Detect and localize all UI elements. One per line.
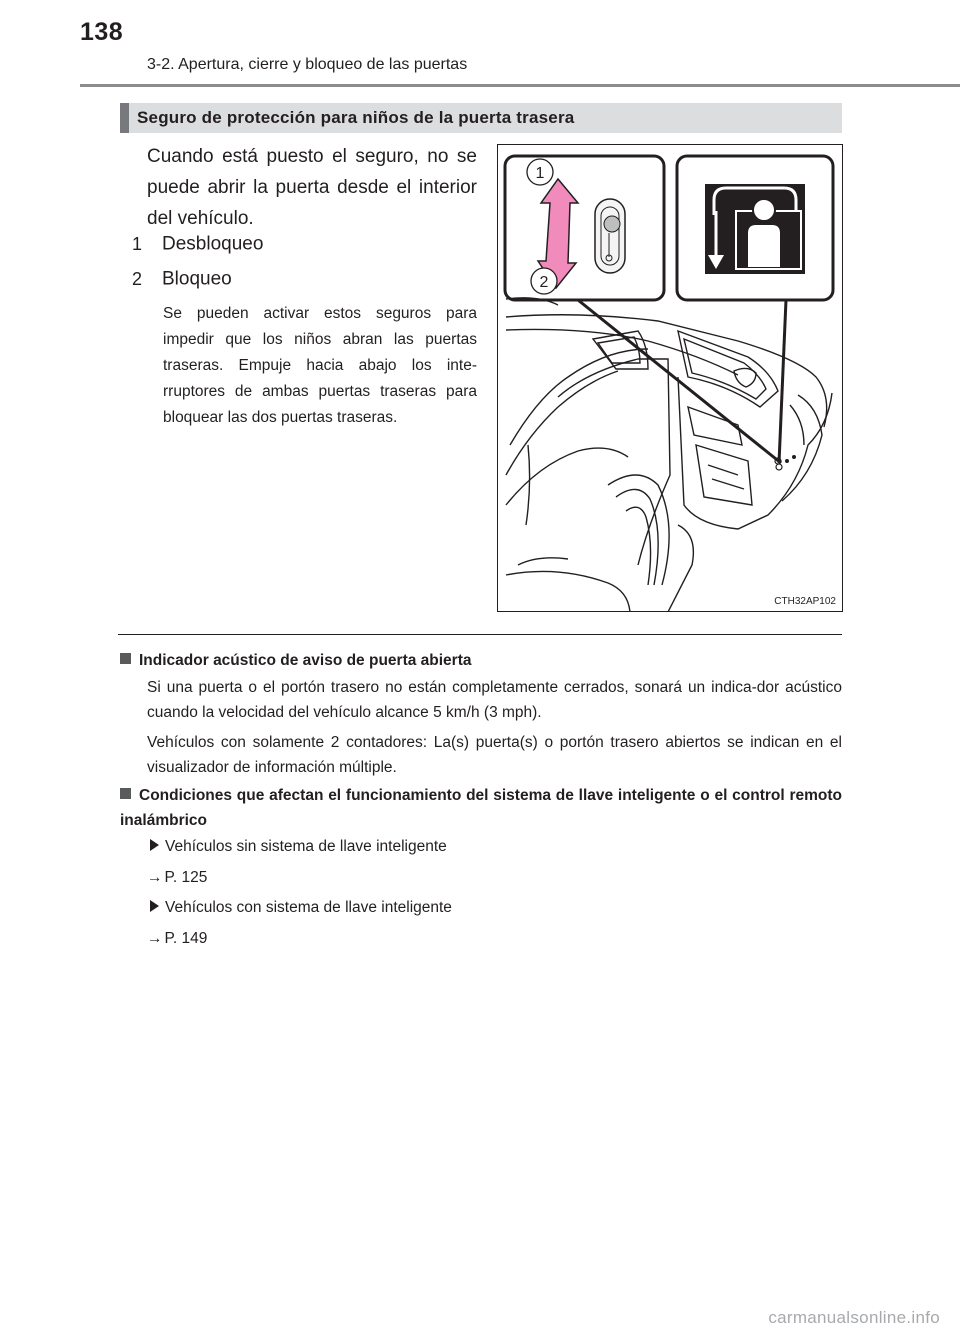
section-heading-bar <box>120 103 842 133</box>
arrow-right-icon: → <box>147 869 163 886</box>
callout-2-label: 2 <box>539 274 549 291</box>
section-heading-marker <box>120 103 129 133</box>
watermark: carmanualsonline.info <box>768 1308 940 1327</box>
list-item-with-smart-key <box>147 895 452 920</box>
section-title: Seguro de protección para niños de la puerta trasera <box>137 108 575 127</box>
car-rear-door-illustration <box>498 145 843 612</box>
step-label: Desbloqueo <box>162 233 264 255</box>
list-item-label: Vehículos con sistema de llave inteligente <box>165 899 452 916</box>
triangle-bullet-icon <box>150 839 159 851</box>
step-label: Bloqueo <box>162 268 232 290</box>
triangle-bullet-icon <box>150 900 159 912</box>
paragraph-buzzer: Si una puerta o el portón trasero no están completamente cerrados, sonará un indica-dor acústico cuando la velocidad del vehículo alcance 5 km/h (3 mph). <box>147 679 842 721</box>
page-reference-125[interactable] <box>147 865 207 890</box>
rear-door-lock-switch-icon <box>595 199 625 273</box>
subsection-heading-door-warning <box>120 648 472 673</box>
chapter-title: 3-2. Apertura, cierre y bloqueo de las puertas <box>147 56 468 73</box>
leader-line-right <box>779 300 786 463</box>
subsection-heading-text: Indicador acústico de aviso de puerta abierta <box>139 652 472 669</box>
header-rule <box>80 84 960 87</box>
figure-code: CTH32AP102 <box>774 596 836 607</box>
page-reference-text[interactable]: P. 125 <box>164 869 208 886</box>
step-number: 1 <box>131 234 142 254</box>
note-paragraph: Se pueden activar estos seguros para impedir que los niños abran las puertas traseras. Empuje hacia abajo los inte-rruptores de ambas puertas traseras para bloquear las dos puertas traseras. <box>163 305 477 426</box>
step-unlock <box>127 233 263 256</box>
divider-rule <box>118 634 842 635</box>
square-bullet-icon <box>120 653 131 664</box>
child-lock-pictogram-icon <box>705 184 805 274</box>
subsection-heading-smart-key <box>120 783 842 833</box>
arrow-right-icon: → <box>147 930 163 947</box>
intro-paragraph: Cuando está puesto el seguro, no se puede abrir la puerta desde el interior del vehículo. <box>147 146 477 229</box>
subsection-heading-text: Condiciones que afectan el funcionamiento del sistema de llave inteligente o el control remoto inalámbrico <box>120 787 842 829</box>
page-reference-149[interactable] <box>147 926 207 951</box>
square-bullet-icon <box>120 788 131 799</box>
step-lock <box>127 268 232 291</box>
leader-line-left <box>578 300 781 463</box>
page-number: 138 <box>80 18 124 46</box>
paragraph-meters: Vehículos con solamente 2 contadores: La(s) puerta(s) o portón trasero abiertos se indican en el visualizador de información múltiple. <box>147 734 842 776</box>
callout-1-label: 1 <box>535 165 545 182</box>
page-reference-text[interactable]: P. 149 <box>164 930 208 947</box>
list-item-without-smart-key <box>147 834 447 859</box>
step-number: 2 <box>131 269 142 289</box>
list-item-label: Vehículos sin sistema de llave inteligente <box>165 838 447 855</box>
child-lock-figure <box>497 144 843 612</box>
